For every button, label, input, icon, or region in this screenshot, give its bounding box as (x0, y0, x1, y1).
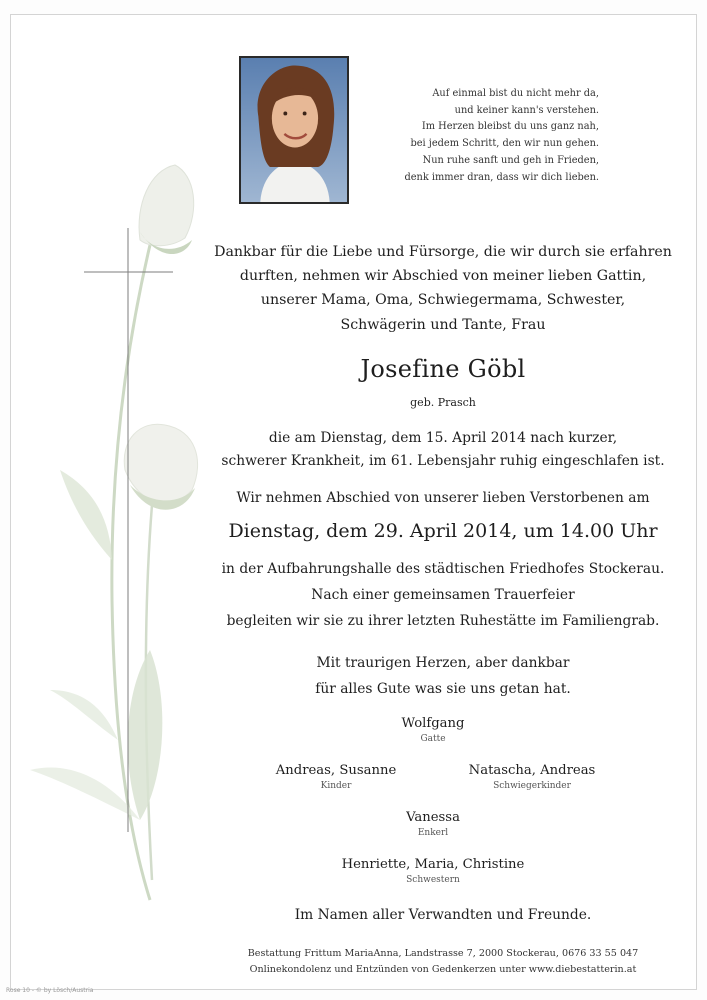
thanks-text (200, 650, 686, 702)
intro-text (200, 240, 686, 337)
closing-text: Im Namen aller Verwandten und Freunde. (294, 907, 592, 923)
poem-line: Auf einmal bist du nicht mehr da, (432, 88, 599, 99)
poem (380, 86, 599, 186)
poem-line: und keiner kann's verstehen. (454, 104, 599, 116)
death-notice (200, 427, 686, 472)
mourner-name: Natascha, Andreas (468, 763, 596, 778)
intro-line: Dankbar für die Liebe und Fürsorge, die wir durch sie erfahren (214, 244, 672, 260)
mourner-role: Schwiegerkinder (493, 781, 571, 791)
poem-line: Im Herzen bleibst du uns ganz nah, (421, 121, 599, 133)
mourner-role: Kinder (320, 781, 352, 791)
place-line: Nach einer gemeinsamen Trauerfeier (311, 587, 575, 603)
portrait-photo (239, 56, 349, 204)
death-notice-line: die am Dienstag, dem 15. April 2014 nach kurzer, (268, 430, 618, 446)
intro-line: Schwägerin und Tante, Frau (340, 316, 546, 333)
deceased-name: Josefine Göbl (360, 355, 526, 383)
footer-line: Onlinekondolenz und Entzünden von Gedenkerzen unter www.diebestatterin.at (249, 964, 637, 975)
footer-line: Bestattung Frittum MariaAnna, Landstrasse 7, 2000 Stockerau, 0676 33 55 047 (247, 948, 639, 959)
intro-line: unserer Mama, Oma, Schwiegermama, Schwester, (260, 292, 626, 309)
mourner-spouse (313, 716, 553, 744)
mourner-grandchild (313, 810, 553, 838)
place-line: begleiten wir sie zu ihrer letzten Ruhestätte im Familiengrab. (226, 613, 660, 629)
poem-line: Nun ruhe sanft und geh in Frieden, (422, 154, 599, 166)
mourner-name: Wolfgang (401, 716, 465, 731)
mourner-role: Schwestern (406, 875, 460, 885)
death-notice-line: schwerer Krankheit, im 61. Lebensjahr ruhig eingeschlafen ist. (221, 452, 665, 469)
funeral-place (200, 556, 686, 634)
footer (200, 946, 686, 978)
place-line: in der Aufbahrungshalle des städtischen Friedhofes Stockerau. (221, 561, 665, 577)
thanks-line: für alles Gute was sie uns getan hat. (315, 681, 571, 697)
image-credit: Rose 10 - © by Lösch/Austria (6, 987, 94, 994)
farewell-text: Wir nehmen Abschied von unserer lieben Verstorbenen am (236, 490, 650, 506)
poem-line: denk immer dran, dass wir dich lieben. (404, 171, 599, 183)
mourner-role: Enkerl (417, 828, 449, 838)
thanks-line: Mit traurigen Herzen, aber dankbar (316, 655, 570, 671)
intro-line: durften, nehmen wir Abschied von meiner lieben Gattin, (239, 268, 647, 285)
mourner-name: Andreas, Susanne (275, 763, 397, 778)
mourner-role: Gatte (420, 734, 446, 744)
poem-line: bei jedem Schritt, den wir nun gehen. (410, 138, 599, 150)
mourner-children-in-law (412, 763, 652, 791)
funeral-date: Dienstag, dem 29. April 2014, um 14.00 Uhr (228, 520, 658, 542)
mourner-name: Henriette, Maria, Christine (341, 857, 525, 872)
mourner-name: Vanessa (406, 810, 460, 825)
mourner-sisters (313, 857, 553, 885)
birth-name: geb. Prasch (410, 396, 476, 409)
